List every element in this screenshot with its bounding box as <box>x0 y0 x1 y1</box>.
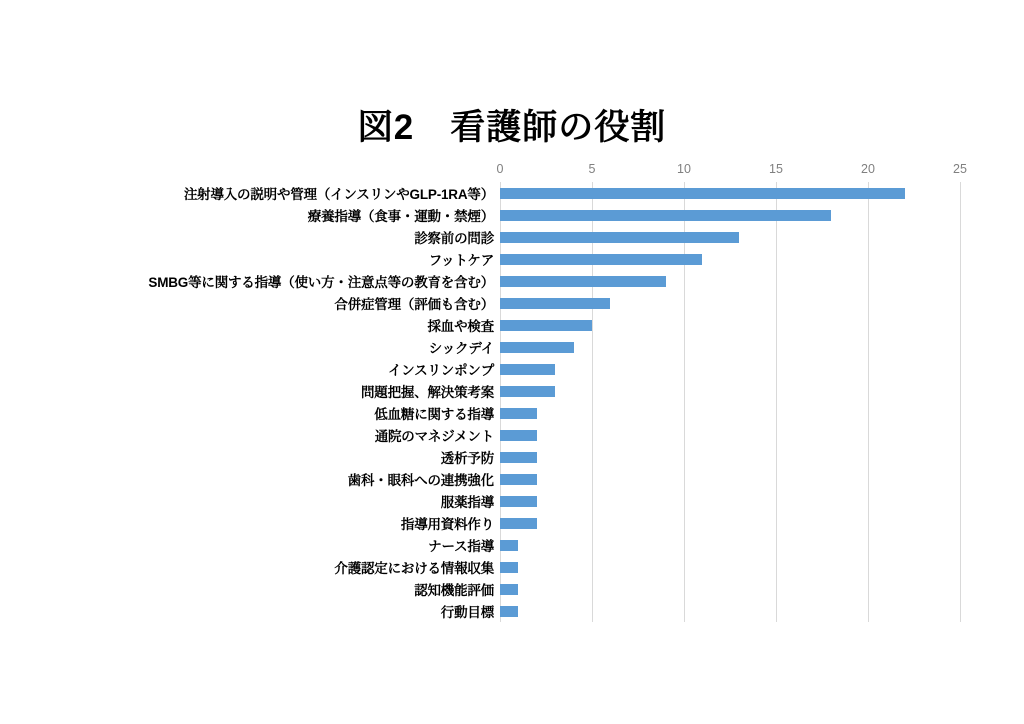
bar-row <box>400 517 960 532</box>
bar <box>500 320 592 331</box>
bar <box>500 210 831 221</box>
bar-row <box>427 319 960 334</box>
bar-row <box>374 429 960 444</box>
bar <box>500 606 518 617</box>
category-label: 認知機能評価 <box>414 583 494 598</box>
x-axis-tick-label: 10 <box>677 162 691 176</box>
category-label: 診察前の問診 <box>414 231 494 246</box>
x-axis-tick-label: 25 <box>953 162 967 176</box>
bar-row <box>334 297 960 312</box>
bar-row <box>361 385 960 400</box>
category-label: 服薬指導 <box>440 495 494 510</box>
category-label: 介護認定における情報収集 <box>334 561 494 576</box>
bar <box>500 364 555 375</box>
bar <box>500 540 518 551</box>
bar-row <box>148 275 960 290</box>
bar-row <box>428 253 960 268</box>
category-label: 合併症管理（評価も含む） <box>334 297 494 312</box>
bar <box>500 386 555 397</box>
chart-title: 図2 看護師の役割 <box>357 108 667 147</box>
category-label: シックデイ <box>428 341 494 356</box>
bar-row <box>374 407 960 422</box>
x-axis-tick-label: 20 <box>861 162 875 176</box>
bar-row <box>414 583 960 598</box>
bar-row <box>347 473 960 488</box>
category-label: 注射導入の説明や管理（インスリンやGLP-1RA等） <box>183 187 494 202</box>
category-label: 問題把握、解決策考案 <box>361 385 494 400</box>
bar-row <box>334 561 960 576</box>
category-label: インスリンポンプ <box>388 363 494 378</box>
category-label: 療養指導（食事・運動・禁煙） <box>307 209 494 224</box>
category-label: 指導用資料作り <box>400 517 494 532</box>
bar <box>500 562 518 573</box>
bar <box>500 232 739 243</box>
bar-row <box>428 341 960 356</box>
bar-row <box>414 231 960 246</box>
bar <box>500 342 574 353</box>
category-label: 行動目標 <box>440 605 494 620</box>
category-label: 透析予防 <box>440 451 494 466</box>
bar-row <box>440 495 960 510</box>
gridline <box>960 182 961 622</box>
category-label: フットケア <box>428 253 494 268</box>
bar <box>500 584 518 595</box>
category-label: 低血糖に関する指導 <box>374 407 494 422</box>
bar <box>500 518 537 529</box>
category-label: 歯科・眼科への連携強化 <box>347 473 494 488</box>
bar-row <box>388 363 960 378</box>
x-axis-tick-label: 15 <box>769 162 783 176</box>
category-label: 通院のマネジメント <box>374 429 494 444</box>
bar <box>500 452 537 463</box>
bar <box>500 430 537 441</box>
x-axis-tick-label: 5 <box>588 162 596 176</box>
x-axis-tick-label: 0 <box>496 162 504 176</box>
bar <box>500 254 702 265</box>
bars-group <box>148 182 960 622</box>
bar <box>500 188 905 199</box>
bar-row <box>307 209 960 224</box>
category-label: 採血や検査 <box>427 319 494 334</box>
bar-chart <box>148 162 967 622</box>
chart-plot-area <box>60 160 967 630</box>
bar-row <box>440 605 960 620</box>
bar-row <box>440 451 960 466</box>
bar <box>500 496 537 507</box>
bar <box>500 474 537 485</box>
bar-row <box>183 187 960 202</box>
bar <box>500 408 537 419</box>
bar <box>500 276 666 287</box>
bar <box>500 298 610 309</box>
category-label: SMBG等に関する指導（使い方・注意点等の教育を含む） <box>148 275 494 290</box>
bar-row <box>428 539 960 554</box>
category-label: ナース指導 <box>428 539 494 554</box>
